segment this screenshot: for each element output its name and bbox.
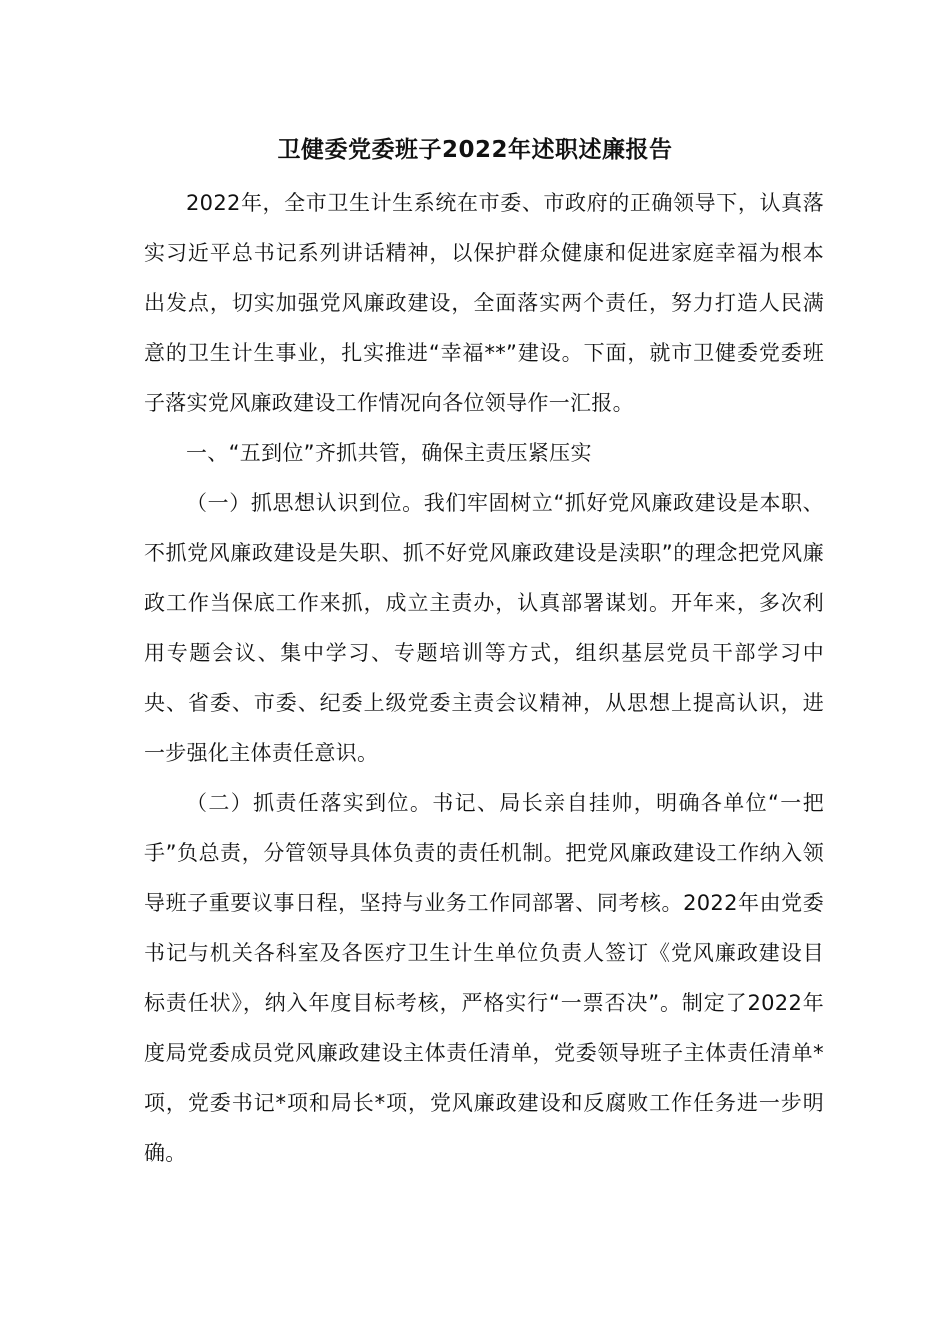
- section-heading-1: 一、“五到位”齐抓共管，确保主责压紧压实: [186, 441, 592, 465]
- intro-paragraph: 2022年，全市卫生计生系统在市委、市政府的正确领导下，认真落实习近平总书记系列讲话精神，以保护群众健康和促进家庭幸福为根本出发点，切实加强党风廉政建设，全面落实两个责任，努力打造人民满意的卫生计生事业，扎实推进“幸福**”建设。下面，就市卫健委党委班子落实党风廉政建设工作情况向各位领导作一汇报。: [144, 191, 824, 415]
- paragraph-thought-awareness: （一）抓思想认识到位。我们牢固树立“抓好党风廉政建设是本职、不抓党风廉政建设是失职、抓不好党风廉政建设是渎职”的理念把党风廉政工作当保底工作来抓，成立主责办，认真部署谋划。开年来，多次利用专题会议、集中学习、专题培训等方式，组织基层党员干部学习中央、省委、市委、纪委上级党委主责会议精神，从思想上提高认识，进一步强化主体责任意识。: [144, 491, 824, 765]
- paragraph-responsibility: （二）抓责任落实到位。书记、局长亲自挂帅，明确各单位“一把手”负总责，分管领导具体负责的责任机制。把党风廉政建设工作纳入领导班子重要议事日程，坚持与业务工作同部署、同考核。2022年由党委书记与机关各科室及各医疗卫生计生单位负责人签订《党风廉政建设目标责任状》，纳入年度目标考核，严格实行“一票否决”。制定了2022年度局党委成员党风廉政建设主体责任清单，党委领导班子主体责任清单*项，党委书记*项和局长*项，党风廉政建设和反腐败工作任务进一步明确。: [144, 791, 824, 1165]
- document-body: [144, 178, 824, 1178]
- document-title: 卫健委党委班子2022年述职述廉报告: [277, 137, 673, 163]
